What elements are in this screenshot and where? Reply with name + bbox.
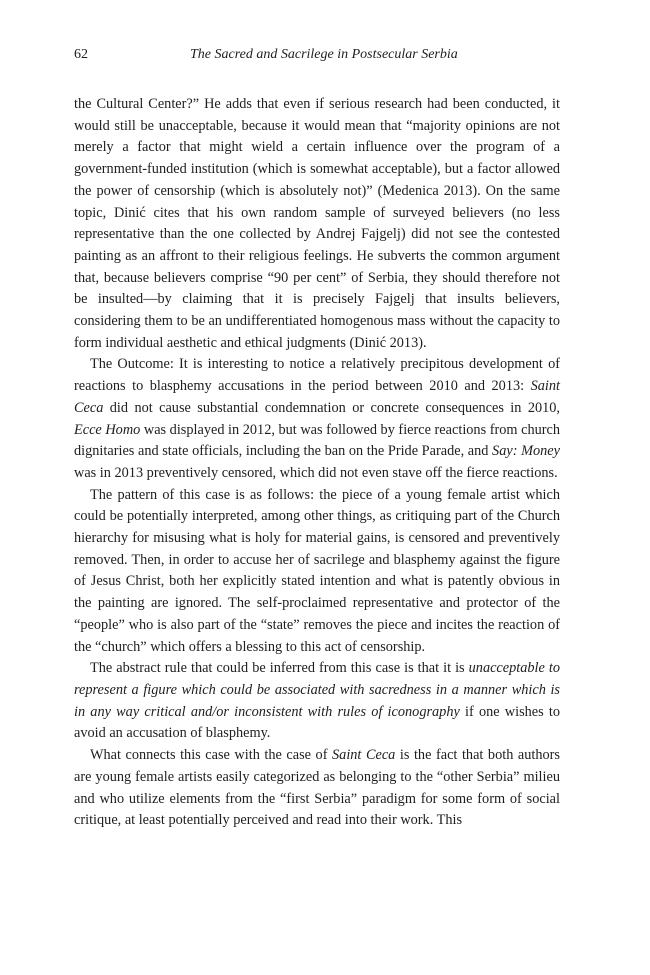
running-title: The Sacred and Sacrilege in Postsecular Serbia xyxy=(190,47,458,62)
paragraph xyxy=(74,485,560,659)
page-header xyxy=(74,47,560,67)
text-run: is the fact that both authors are young female artists easily categorized as belonging to the “other Serbia” milieu and who utilize elements from the “first Serbia” paradigm for some form of social critique, at least potentially perceived and read into their work. This xyxy=(74,747,560,829)
text-run: the Cultural Center?” He adds that even if serious research had been conducted, it would still be unacceptable, because it would mean that “majority opinions are not merely a factor that might wield a certain influence over the program of a government-funded institution (which is somewhat acceptable), but a factor allowed the power of censorship (which is absolutely not)” (Medenica 2013). On the same topic, Dinić cites that his own random sample of surveyed believers (no less representative than the one collected by Andrej Fajgelj) did not see the contested painting as an affront to their religious feelings. He subverts the common argument that, because believers comprise “90 per cent” of Serbia, they should therefore not be insulted—by claiming that it is precisely Fajgelj that insults believers, considering them to be an undifferentiated homogenous mass without the capacity to form individual aesthetic and ethical judgments (Dinić 2013). xyxy=(74,96,560,351)
text-run: The pattern of this case is as follows: the piece of a young female artist which could be potentially interpreted, among other things, as critiquing part of the Church hierarchy for misusing what is holy for material gains, is censored and preventively removed. Then, in order to accuse her of sacrilege and blasphemy against the figure of Jesus Christ, both her explicitly stated intention and what is patently obvious in the painting are ignored. The self-proclaimed representative and protector of the “people” who is also part of the “state” removes the piece and incites the reaction of the “church” which offers a blessing to this act of censorship. xyxy=(74,486,560,655)
text-run: did not cause substantial condemnation or concrete consequences in 2010, xyxy=(103,399,560,416)
paragraph xyxy=(74,745,560,832)
italic-text: Say: Money xyxy=(492,443,560,460)
text-run: was displayed in 2012, but was followed by fierce reactions from church dignitaries and state officials, including the ban on the Pride Parade, and xyxy=(74,421,560,460)
text-run: if one wishes to avoid an accusation of blasphemy. xyxy=(74,703,560,742)
paragraph xyxy=(74,354,560,484)
italic-text: Ecce Homo xyxy=(74,421,141,438)
paragraph xyxy=(74,658,560,745)
page-number: 62 xyxy=(74,47,88,62)
paragraph xyxy=(74,94,560,354)
italic-text: Saint Ceca xyxy=(74,378,560,416)
text-run: The Outcome: It is interesting to notice a relatively precipitous development of reactions to blasphemy accusations in the period between 2010 and 2013: xyxy=(74,356,560,395)
italic-text: unacceptable to represent a figure which could be associated with sacredness in a manner which is in any way critical and/or inconsistent with rules of iconography xyxy=(74,660,560,720)
text-run: What connects this case with the case of xyxy=(90,747,333,764)
text-run: The abstract rule that could be inferred from this case is that it is xyxy=(90,660,469,677)
text-run: was in 2013 preventively censored, which did not even stave off the fierce reactions. xyxy=(74,464,558,481)
body-text xyxy=(74,94,560,832)
italic-text: Saint Ceca xyxy=(332,747,396,764)
